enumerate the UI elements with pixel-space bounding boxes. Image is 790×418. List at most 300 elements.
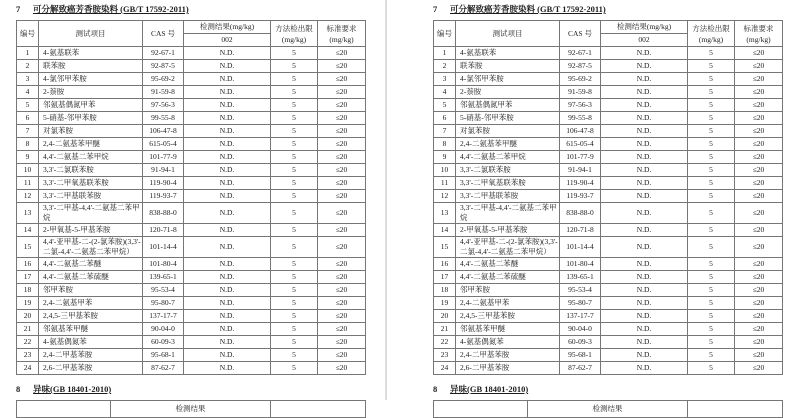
row-number-cell: 13	[434, 203, 456, 224]
amine-row-11	[17, 177, 366, 190]
cas-number-cell: 119-93-7	[143, 190, 184, 203]
section7-heading	[433, 3, 782, 15]
row-number-cell: 12	[434, 190, 456, 203]
test-item-cell: 3,3'-二甲基-4,4'-二氨基二苯甲烷	[39, 203, 143, 224]
header-row-1	[17, 21, 366, 34]
test-item-cell: 3,3'-二氯联苯胺	[39, 164, 143, 177]
report-page-right	[387, 0, 790, 413]
test-item-cell: 4,4'-二氨基二苯硫醚	[456, 271, 560, 284]
col-header-cas: CAS 号	[143, 21, 184, 47]
detection-limit-cell: 5	[688, 86, 735, 99]
col-header-item: 测试项目	[456, 21, 560, 47]
detection-limit-cell: 5	[688, 237, 735, 258]
amine-row-23	[17, 349, 366, 362]
cas-number-cell: 101-80-4	[560, 258, 601, 271]
cas-number-cell: 95-68-1	[560, 349, 601, 362]
standard-requirement-cell: ≤20	[735, 190, 783, 203]
cas-number-cell: 60-09-3	[143, 336, 184, 349]
section7-title: 可分解致癌芳香胺染料 (GB/T 17592-2011)	[33, 4, 189, 14]
test-result-cell: N.D.	[184, 323, 271, 336]
amine-row-1	[17, 47, 366, 60]
test-item-cell: 邻氨基偶氮甲苯	[39, 99, 143, 112]
section7-heading	[16, 3, 365, 15]
standard-requirement-cell: ≤20	[318, 99, 366, 112]
limit-label: 方法检出限	[692, 23, 730, 33]
test-item-cell: 邻氨基苯甲醚	[39, 323, 143, 336]
detection-limit-cell: 5	[271, 112, 318, 125]
amine-row-14	[434, 224, 783, 237]
col-header-no: 编号	[17, 21, 39, 47]
test-item-cell: 联苯胺	[39, 60, 143, 73]
standard-requirement-cell: ≤20	[318, 323, 366, 336]
test-result-cell: N.D.	[184, 224, 271, 237]
standard-requirement-cell: ≤20	[735, 336, 783, 349]
cas-number-cell: 95-80-7	[143, 297, 184, 310]
standard-requirement-cell: ≤20	[735, 297, 783, 310]
test-result-cell: N.D.	[601, 284, 688, 297]
amine-row-12	[17, 190, 366, 203]
cas-number-cell: 101-14-4	[560, 237, 601, 258]
cas-number-cell: 106-47-8	[560, 125, 601, 138]
detection-limit-cell: 5	[688, 138, 735, 151]
test-item-cell: 4,4'-二氨基二苯甲烷	[39, 151, 143, 164]
test-result-cell: N.D.	[184, 86, 271, 99]
standard-requirement-cell: ≤20	[318, 151, 366, 164]
row-number-cell: 18	[434, 284, 456, 297]
col-header-standard	[318, 21, 366, 47]
standard-requirement-cell: ≤20	[318, 164, 366, 177]
test-result-cell: N.D.	[601, 112, 688, 125]
test-item-cell: 4-氯邻甲苯胺	[456, 73, 560, 86]
cas-number-cell: 95-69-2	[143, 73, 184, 86]
test-result-cell: N.D.	[184, 362, 271, 375]
detection-limit-cell: 5	[688, 151, 735, 164]
amine-row-8	[434, 138, 783, 151]
amine-row-16	[434, 258, 783, 271]
col-header-no: 编号	[434, 21, 456, 47]
odor-header-row	[17, 401, 366, 418]
cas-number-cell: 92-87-5	[143, 60, 184, 73]
row-number-cell: 22	[434, 336, 456, 349]
test-item-cell: 4-氨基偶氮苯	[39, 336, 143, 349]
odor-table-partial	[433, 400, 783, 418]
test-result-cell: N.D.	[184, 60, 271, 73]
test-item-cell: 3,3'-二甲基-4,4'-二氨基二苯甲烷	[456, 203, 560, 224]
section8-title: 异味(GB 18401-2010)	[450, 384, 529, 394]
cas-number-cell: 99-55-8	[560, 112, 601, 125]
standard-unit: (mg/kg)	[329, 34, 354, 44]
standard-requirement-cell: ≤20	[735, 203, 783, 224]
test-item-cell: 2,6-二甲基苯胺	[39, 362, 143, 375]
odor-empty-cell	[17, 401, 111, 418]
test-item-cell: 4,4'-亚甲基-二-(2-氯苯胺)(3,3'-二氯-4,4'-二氨基二苯甲烷）	[39, 237, 143, 258]
amine-row-7	[17, 125, 366, 138]
amine-row-18	[434, 284, 783, 297]
row-number-cell: 6	[434, 112, 456, 125]
test-item-cell: 4-氯邻甲苯胺	[39, 73, 143, 86]
amine-row-9	[434, 151, 783, 164]
test-item-cell: 2-萘胺	[456, 86, 560, 99]
detection-limit-cell: 5	[271, 323, 318, 336]
standard-requirement-cell: ≤20	[735, 323, 783, 336]
detection-limit-cell: 5	[688, 99, 735, 112]
row-number-cell: 5	[17, 99, 39, 112]
odor-empty-cell	[271, 401, 366, 418]
test-result-cell: N.D.	[184, 164, 271, 177]
amine-test-table	[16, 20, 366, 375]
cas-number-cell: 92-87-5	[560, 60, 601, 73]
test-item-cell: 2,4-二甲基苯胺	[39, 349, 143, 362]
section8-heading	[16, 383, 365, 395]
col-header-limit	[688, 21, 735, 47]
detection-limit-cell: 5	[271, 138, 318, 151]
cas-number-cell: 87-62-7	[143, 362, 184, 375]
test-item-cell: 3,3'-二甲基联苯胺	[39, 190, 143, 203]
detection-limit-cell: 5	[271, 177, 318, 190]
header-row-1	[434, 21, 783, 34]
section8-number: 8	[433, 384, 438, 394]
row-number-cell: 17	[434, 271, 456, 284]
test-result-cell: N.D.	[601, 297, 688, 310]
standard-requirement-cell: ≤20	[735, 112, 783, 125]
amine-row-12	[434, 190, 783, 203]
col-header-standard	[735, 21, 783, 47]
detection-limit-cell: 5	[271, 203, 318, 224]
test-item-cell: 3,3'-二甲基联苯胺	[456, 190, 560, 203]
test-item-cell: 3,3'-二甲氧基联苯胺	[456, 177, 560, 190]
test-result-cell: N.D.	[184, 284, 271, 297]
detection-limit-cell: 5	[688, 323, 735, 336]
test-item-cell: 3,3'-二甲氧基联苯胺	[39, 177, 143, 190]
test-result-cell: N.D.	[601, 323, 688, 336]
cas-number-cell: 95-68-1	[143, 349, 184, 362]
detection-limit-cell: 5	[271, 237, 318, 258]
standard-unit: (mg/kg)	[746, 34, 771, 44]
amine-row-13	[434, 203, 783, 224]
test-result-cell: N.D.	[184, 258, 271, 271]
test-item-cell: 2,4,5-三甲基苯胺	[456, 310, 560, 323]
row-number-cell: 10	[17, 164, 39, 177]
detection-limit-cell: 5	[271, 336, 318, 349]
cas-number-cell: 90-04-0	[560, 323, 601, 336]
col-header-limit	[271, 21, 318, 47]
detection-limit-cell: 5	[271, 47, 318, 60]
row-number-cell: 19	[434, 297, 456, 310]
detection-limit-cell: 5	[688, 336, 735, 349]
standard-requirement-cell: ≤20	[318, 349, 366, 362]
cas-number-cell: 95-69-2	[560, 73, 601, 86]
odor-empty-cell	[434, 401, 528, 418]
standard-requirement-cell: ≤20	[318, 177, 366, 190]
test-item-cell: 对氯苯胺	[456, 125, 560, 138]
cas-number-cell: 119-90-4	[143, 177, 184, 190]
cas-number-cell: 615-05-4	[560, 138, 601, 151]
cas-number-cell: 92-67-1	[560, 47, 601, 60]
cas-number-cell: 101-77-9	[143, 151, 184, 164]
limit-label: 方法检出限	[275, 23, 313, 33]
amine-row-10	[17, 164, 366, 177]
test-item-cell: 4-氨基偶氮苯	[456, 336, 560, 349]
section7-title: 可分解致癌芳香胺染料 (GB/T 17592-2011)	[450, 4, 606, 14]
standard-requirement-cell: ≤20	[318, 284, 366, 297]
cas-number-cell: 120-71-8	[143, 224, 184, 237]
detection-limit-cell: 5	[688, 190, 735, 203]
detection-limit-cell: 5	[688, 284, 735, 297]
standard-requirement-cell: ≤20	[318, 86, 366, 99]
test-result-cell: N.D.	[601, 177, 688, 190]
cas-number-cell: 137-17-7	[560, 310, 601, 323]
cas-number-cell: 615-05-4	[143, 138, 184, 151]
test-result-cell: N.D.	[184, 151, 271, 164]
test-result-cell: N.D.	[601, 336, 688, 349]
test-result-cell: N.D.	[184, 47, 271, 60]
test-result-cell: N.D.	[184, 99, 271, 112]
test-result-cell: N.D.	[184, 237, 271, 258]
standard-requirement-cell: ≤20	[735, 284, 783, 297]
standard-requirement-cell: ≤20	[318, 362, 366, 375]
limit-unit: (mg/kg)	[698, 34, 724, 44]
col-header-result: 检测结果(mg/kg)	[601, 21, 688, 34]
row-number-cell: 23	[434, 349, 456, 362]
odor-result-header: 检测结果	[111, 401, 271, 418]
detection-limit-cell: 5	[688, 73, 735, 86]
test-item-cell: 2,4-二氨基甲苯	[456, 297, 560, 310]
standard-requirement-cell: ≤20	[735, 164, 783, 177]
amine-row-16	[17, 258, 366, 271]
detection-limit-cell: 5	[688, 310, 735, 323]
row-number-cell: 12	[17, 190, 39, 203]
row-number-cell: 9	[434, 151, 456, 164]
test-result-cell: N.D.	[601, 224, 688, 237]
test-result-cell: N.D.	[601, 237, 688, 258]
detection-limit-cell: 5	[688, 224, 735, 237]
cas-number-cell: 838-88-0	[143, 203, 184, 224]
test-item-cell: 2,6-二甲基苯胺	[456, 362, 560, 375]
amine-test-table	[433, 20, 783, 375]
row-number-cell: 20	[17, 310, 39, 323]
standard-requirement-cell: ≤20	[318, 138, 366, 151]
test-result-cell: N.D.	[601, 362, 688, 375]
test-item-cell: 邻氨基苯甲醚	[456, 323, 560, 336]
row-number-cell: 22	[17, 336, 39, 349]
test-result-cell: N.D.	[601, 310, 688, 323]
test-result-cell: N.D.	[601, 271, 688, 284]
test-result-cell: N.D.	[184, 73, 271, 86]
limit-unit: (mg/kg)	[281, 34, 307, 44]
odor-result-header: 检测结果	[528, 401, 688, 418]
test-item-cell: 5-硝基-邻甲苯胺	[39, 112, 143, 125]
detection-limit-cell: 5	[688, 349, 735, 362]
standard-requirement-cell: ≤20	[735, 151, 783, 164]
cas-number-cell: 838-88-0	[560, 203, 601, 224]
test-result-cell: N.D.	[184, 349, 271, 362]
row-number-cell: 13	[17, 203, 39, 224]
detection-limit-cell: 5	[271, 86, 318, 99]
amine-row-6	[17, 112, 366, 125]
amine-row-2	[17, 60, 366, 73]
amine-row-8	[17, 138, 366, 151]
cas-number-cell: 91-94-1	[560, 164, 601, 177]
test-result-cell: N.D.	[601, 73, 688, 86]
test-item-cell: 2,4-二甲基苯胺	[456, 349, 560, 362]
row-number-cell: 10	[434, 164, 456, 177]
cas-number-cell: 120-71-8	[560, 224, 601, 237]
row-number-cell: 16	[434, 258, 456, 271]
amine-row-22	[434, 336, 783, 349]
row-number-cell: 20	[434, 310, 456, 323]
amine-row-15	[434, 237, 783, 258]
row-number-cell: 21	[17, 323, 39, 336]
cas-number-cell: 119-90-4	[560, 177, 601, 190]
row-number-cell: 11	[17, 177, 39, 190]
amine-row-24	[434, 362, 783, 375]
test-item-cell: 3,3'-二氯联苯胺	[456, 164, 560, 177]
standard-requirement-cell: ≤20	[318, 190, 366, 203]
cas-number-cell: 97-56-3	[143, 99, 184, 112]
row-number-cell: 16	[17, 258, 39, 271]
standard-requirement-cell: ≤20	[735, 125, 783, 138]
standard-requirement-cell: ≤20	[318, 73, 366, 86]
standard-requirement-cell: ≤20	[318, 203, 366, 224]
detection-limit-cell: 5	[688, 47, 735, 60]
detection-limit-cell: 5	[271, 271, 318, 284]
standard-requirement-cell: ≤20	[318, 271, 366, 284]
row-number-cell: 14	[17, 224, 39, 237]
standard-requirement-cell: ≤20	[735, 310, 783, 323]
row-number-cell: 8	[17, 138, 39, 151]
standard-requirement-cell: ≤20	[735, 138, 783, 151]
test-item-cell: 4,4'-二氨基二苯甲烷	[456, 151, 560, 164]
amine-row-14	[17, 224, 366, 237]
test-result-cell: N.D.	[601, 190, 688, 203]
cas-number-cell: 137-17-7	[143, 310, 184, 323]
cas-number-cell: 101-80-4	[143, 258, 184, 271]
row-number-cell: 7	[434, 125, 456, 138]
test-item-cell: 4,4'-二氨基二苯醚	[39, 258, 143, 271]
amine-row-3	[17, 73, 366, 86]
row-number-cell: 23	[17, 349, 39, 362]
detection-limit-cell: 5	[688, 297, 735, 310]
detection-limit-cell: 5	[271, 362, 318, 375]
row-number-cell: 2	[434, 60, 456, 73]
detection-limit-cell: 5	[688, 60, 735, 73]
test-result-cell: N.D.	[184, 310, 271, 323]
detection-limit-cell: 5	[271, 284, 318, 297]
cas-number-cell: 92-67-1	[143, 47, 184, 60]
row-number-cell: 9	[17, 151, 39, 164]
row-number-cell: 15	[17, 237, 39, 258]
standard-requirement-cell: ≤20	[318, 60, 366, 73]
amine-row-17	[17, 271, 366, 284]
test-item-cell: 2,4,5-三甲基苯胺	[39, 310, 143, 323]
cas-number-cell: 90-04-0	[143, 323, 184, 336]
detection-limit-cell: 5	[271, 151, 318, 164]
row-number-cell: 3	[17, 73, 39, 86]
amine-row-23	[434, 349, 783, 362]
amine-row-24	[17, 362, 366, 375]
test-item-cell: 2-甲氧基-5-甲基苯胺	[456, 224, 560, 237]
cas-number-cell: 101-14-4	[143, 237, 184, 258]
standard-requirement-cell: ≤20	[735, 60, 783, 73]
standard-requirement-cell: ≤20	[735, 73, 783, 86]
row-number-cell: 1	[434, 47, 456, 60]
cas-number-cell: 101-77-9	[560, 151, 601, 164]
amine-row-21	[17, 323, 366, 336]
test-item-cell: 邻甲苯胺	[456, 284, 560, 297]
test-result-cell: N.D.	[184, 125, 271, 138]
test-result-cell: N.D.	[601, 125, 688, 138]
standard-requirement-cell: ≤20	[735, 99, 783, 112]
detection-limit-cell: 5	[688, 125, 735, 138]
row-number-cell: 21	[434, 323, 456, 336]
cas-number-cell: 91-94-1	[143, 164, 184, 177]
standard-requirement-cell: ≤20	[318, 125, 366, 138]
cas-number-cell: 95-53-4	[143, 284, 184, 297]
row-number-cell: 4	[17, 86, 39, 99]
amine-row-5	[17, 99, 366, 112]
amine-row-20	[17, 310, 366, 323]
detection-limit-cell: 5	[688, 112, 735, 125]
cas-number-cell: 95-53-4	[560, 284, 601, 297]
detection-limit-cell: 5	[271, 99, 318, 112]
cas-number-cell: 139-65-1	[143, 271, 184, 284]
test-item-cell: 2-甲氧基-5-甲基苯胺	[39, 224, 143, 237]
test-item-cell: 2,4-二氨基苯甲醚	[39, 138, 143, 151]
detection-limit-cell: 5	[271, 125, 318, 138]
test-result-cell: N.D.	[601, 86, 688, 99]
amine-row-7	[434, 125, 783, 138]
detection-limit-cell: 5	[271, 297, 318, 310]
row-number-cell: 6	[17, 112, 39, 125]
row-number-cell: 7	[17, 125, 39, 138]
amine-row-4	[434, 86, 783, 99]
detection-limit-cell: 5	[271, 310, 318, 323]
standard-requirement-cell: ≤20	[318, 112, 366, 125]
test-result-cell: N.D.	[184, 203, 271, 224]
standard-label: 标准要求	[326, 23, 357, 33]
detection-limit-cell: 5	[271, 190, 318, 203]
test-item-cell: 4,4'-二氨基二苯醚	[456, 258, 560, 271]
odor-header-row	[434, 401, 783, 418]
amine-row-20	[434, 310, 783, 323]
row-number-cell: 15	[434, 237, 456, 258]
amine-row-3	[434, 73, 783, 86]
amine-row-6	[434, 112, 783, 125]
row-number-cell: 24	[17, 362, 39, 375]
cas-number-cell: 60-09-3	[560, 336, 601, 349]
test-result-cell: N.D.	[601, 99, 688, 112]
test-result-cell: N.D.	[184, 190, 271, 203]
odor-empty-cell	[688, 401, 783, 418]
standard-requirement-cell: ≤20	[318, 297, 366, 310]
col-header-result: 检测结果(mg/kg)	[184, 21, 271, 34]
test-result-cell: N.D.	[184, 138, 271, 151]
row-number-cell: 17	[17, 271, 39, 284]
detection-limit-cell: 5	[688, 164, 735, 177]
amine-row-19	[434, 297, 783, 310]
cas-number-cell: 99-55-8	[143, 112, 184, 125]
col-header-item: 测试项目	[39, 21, 143, 47]
page-content	[433, 3, 782, 418]
standard-requirement-cell: ≤20	[735, 177, 783, 190]
detection-limit-cell: 5	[271, 224, 318, 237]
test-result-cell: N.D.	[601, 151, 688, 164]
standard-requirement-cell: ≤20	[735, 362, 783, 375]
test-item-cell: 邻甲苯胺	[39, 284, 143, 297]
cas-number-cell: 119-93-7	[560, 190, 601, 203]
row-number-cell: 19	[17, 297, 39, 310]
amine-row-22	[17, 336, 366, 349]
